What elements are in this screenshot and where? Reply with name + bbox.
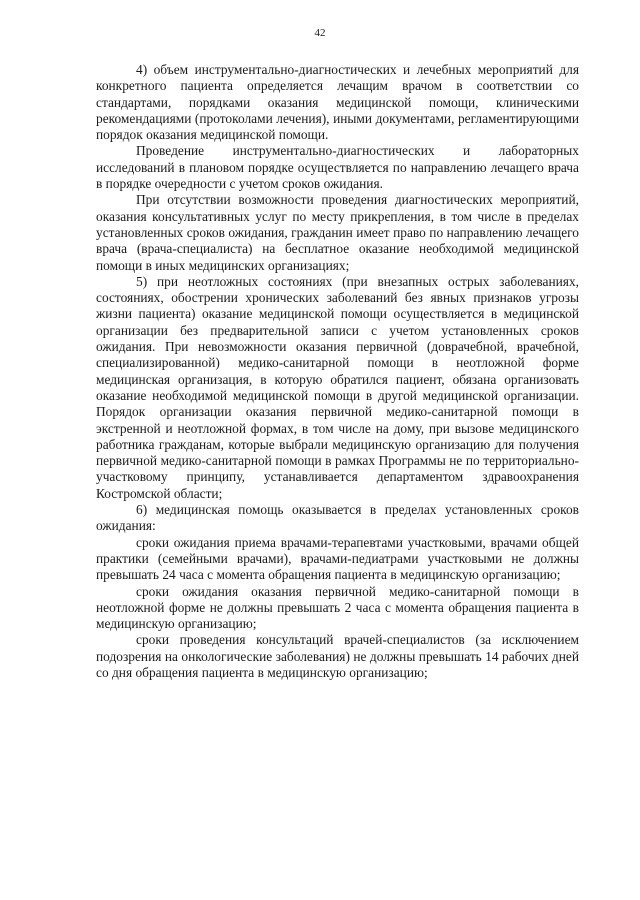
paragraph-item-5-urgent-care: 5) при неотложных состояниях (при внезапных острых заболеваниях, состояниях, обострении хронических заболеваний без явных признаков угрозы жизни пациента) оказание медицинской помощи осуществляется в медицинской организации без предварительной записи с учетом установленных сроков ожидания. При невозможности оказания первичной (доврачебной, врачебной, специализированной) медико-санитарной помощи в неотложной форме медицинская организация, в которую обратился пациент, обязана организовать оказание необходимой медицинской помощи в другой медицинской организации. Порядок организации оказания первичной медико-санитарной помощи в экстренной и неотложной формах, в том числе на дому, при вызове медицинского работника гражданам, которые выбрали медицинскую организацию для получения первичной медико-санитарной помощи в рамках Программы не по территориально-участковому принципу, устанавливается департаментом здравоохранения Костромской области;: [96, 273, 579, 501]
paragraph-item-6-waiting-times: 6) медицинская помощь оказывается в пределах установленных сроков ожидания:: [96, 502, 579, 534]
paragraph-item-4-scope: 4) объем инструментально-диагностических и лечебных мероприятий для конкретного пациента определяется лечащим врачом в соответствии со стандартами, порядками оказания медицинской помощи, клиническими рекомендациями (протоколами лечения), иными документами, регламентирующими порядок оказания медицинской помощи.: [96, 62, 579, 143]
paragraph-urgent-care-waiting: сроки ожидания оказания первичной медико-санитарной помощи в неотложной форме не должны превышать 2 часа с момента обращения пациента в медицинскую организацию;: [96, 583, 579, 632]
paragraph-primary-care-waiting: сроки ожидания приема врачами-терапевтами участковыми, врачами общей практики (семейными врачами), врачами-педиатрами участковыми не должны превышать 24 часа с момента обращения пациента в медицинскую организацию;: [96, 534, 579, 583]
paragraph-specialist-consultation-waiting: сроки проведения консультаций врачей-специалистов (за исключением подозрения на онкологические заболевания) не должны превышать 14 рабочих дней со дня обращения пациента в медицинскую организацию;: [96, 632, 579, 680]
paragraph-referral-other-organizations: При отсутствии возможности проведения диагностических мероприятий, оказания консультативных услуг по месту прикрепления, в том числе в пределах установленных сроков ожидания, гражданин имеет право по направлению лечащего врача (врача-специалиста) на бесплатное оказание необходимой медицинской помощи в иных медицинских организациях;: [96, 192, 579, 273]
paragraph-planned-diagnostics: Проведение инструментально-диагностических и лабораторных исследований в плановом порядке осуществляется по направлению лечащего врача в порядке очередности с учетом сроков ожидания.: [96, 143, 579, 192]
document-body: [96, 62, 579, 681]
page-number: 42: [314, 27, 326, 39]
